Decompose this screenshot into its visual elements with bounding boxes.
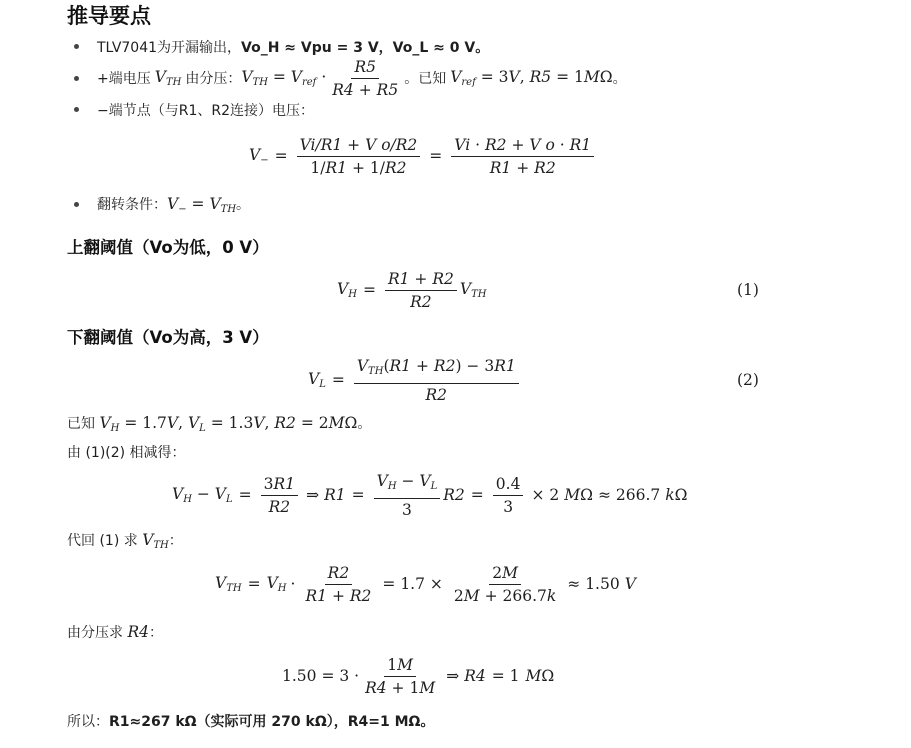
divider-line [67,622,163,642]
math-fraction: $\frac{R1 + R2}{R2}$ [385,270,457,311]
math-fraction: $\frac{0.4}{3}$ [493,475,524,516]
math-flip: $V_- = V_{TH}$ [167,195,237,215]
math-known-values: $V_H = 1.7V$, $V_L = 1.3V$, R2 = 2MΩ [99,414,358,434]
equation-vh: $V_H$ = $\frac{R1 + R2}{R2}$ $V_{TH}$ [337,269,487,311]
equation-v-minus: $V_-$ = $\frac{\text{Vi/R1 + V o/R2}}{1/R1 + 1/R2}$ = $\frac{\text{Vi · R2 + V o · R1}}{R1 + R2}$ [249,131,597,181]
equation-r1: $V_H - V_L$ = $\frac{3R1}{R2}$ ⇒ R1 = $\frac{V_H - V_L}{3}$ R2 = $\frac{0.4}{3}$ × 2 MΩ ≈ 266.7 kΩ [172,471,688,519]
section-upper-threshold: 上翻阈值（Vo为低，0 V） [67,238,269,257]
text: ： [168,533,183,549]
conclusion-bold-text: R1≈267 kΩ（实际可用 270 kΩ），R4=1 MΩ。 [109,714,435,730]
bullet-minus-terminal: −端节点（与R1、R2连接）电压： [97,103,314,119]
bullet-text: 。 [612,71,627,87]
math-vth-eq: $V_{TH} = V_{ref}$ · [241,68,327,88]
conclusion-line [67,711,434,731]
text: 代回 (1) 求 [67,533,138,549]
equation-vth: $V_{TH}$ = $V_H$ · $\frac{R2}{R1 + R2}$ = 1.7 × $\frac{2M}{2M + 266.7k}$ ≈ 1.50 V [215,563,636,605]
math-fraction: $\frac{\text{Vi/R1 + V o/R2}}{1/R1 + 1/R2}$ [297,136,421,177]
text: 由分压求 [67,625,123,641]
equation-r4: 1.50 = 3 · $\frac{1M}{R4 + 1M}$ ⇒ R4 = 1 MΩ [282,655,555,697]
bullet-flip-condition [97,194,250,215]
bullet-plus-terminal [97,57,627,99]
math-r4: R4 [127,623,149,641]
math-vth: $V_{TH}$ [142,531,169,551]
bullet-dot [74,202,79,207]
math-vth: $V_{TH}$ [154,68,182,88]
math-vref-value: $V_{ref} = 3V$, R5 = 1MΩ [450,68,613,88]
bullet-text: +端电压 [97,71,151,87]
bullet-text: 由分压： [185,71,242,87]
equation-number: (2) [737,371,759,389]
text: 所以： [67,714,109,730]
section-lower-threshold: 下翻阈值（Vo为高，3 V） [67,328,269,347]
equation-vl: $V_L$ = $\frac{V_{TH}(R1 + R2) - 3R1}{R2}$ [308,355,522,405]
math-fraction: $\frac{1M}{R4 + 1M}$ [365,655,436,697]
math-fraction: $\frac{\text{Vi · R2 + V o · R1}}{R1 + R2}$ [451,136,594,177]
equation-number: (1) [737,281,759,299]
bullet-text: 。已知 [404,71,447,87]
bullet-text: 。 [236,197,251,213]
math-fraction: $\frac{R2}{R1 + R2}$ [305,563,372,605]
text: ： [149,625,163,641]
bullet-dot [74,44,79,49]
math-fraction: $\frac{R5}{R4 + R5}$ [332,57,399,99]
bullet-bold-text: Vo_H ≈ Vpu = 3 V，Vo_L ≈ 0 V。 [241,40,490,56]
bullet-text: 翻转条件： [97,197,167,213]
math-fraction: $\frac{V_{TH}(R1 + R2) - 3R1}{R2}$ [354,357,519,404]
text: 已知 [67,416,95,432]
math-fraction: $\frac{2M}{2M + 266.7k}$ [453,563,557,605]
bullet-dot [74,107,79,112]
known-values-line [67,413,371,434]
bullet-dot [74,76,79,81]
math-fraction: $\frac{V_H - V_L}{3}$ [374,472,441,519]
text: 。 [357,416,372,432]
bullet-output-type [97,37,489,57]
page-title: 推导要点 [67,4,151,28]
bullet-text: TLV7041为开漏输出， [97,40,242,56]
back-substitute-line [67,530,183,551]
subtract-line: 由 (1)(2) 相减得： [67,445,186,461]
math-fraction: $\frac{3R1}{R2}$ [261,475,298,516]
